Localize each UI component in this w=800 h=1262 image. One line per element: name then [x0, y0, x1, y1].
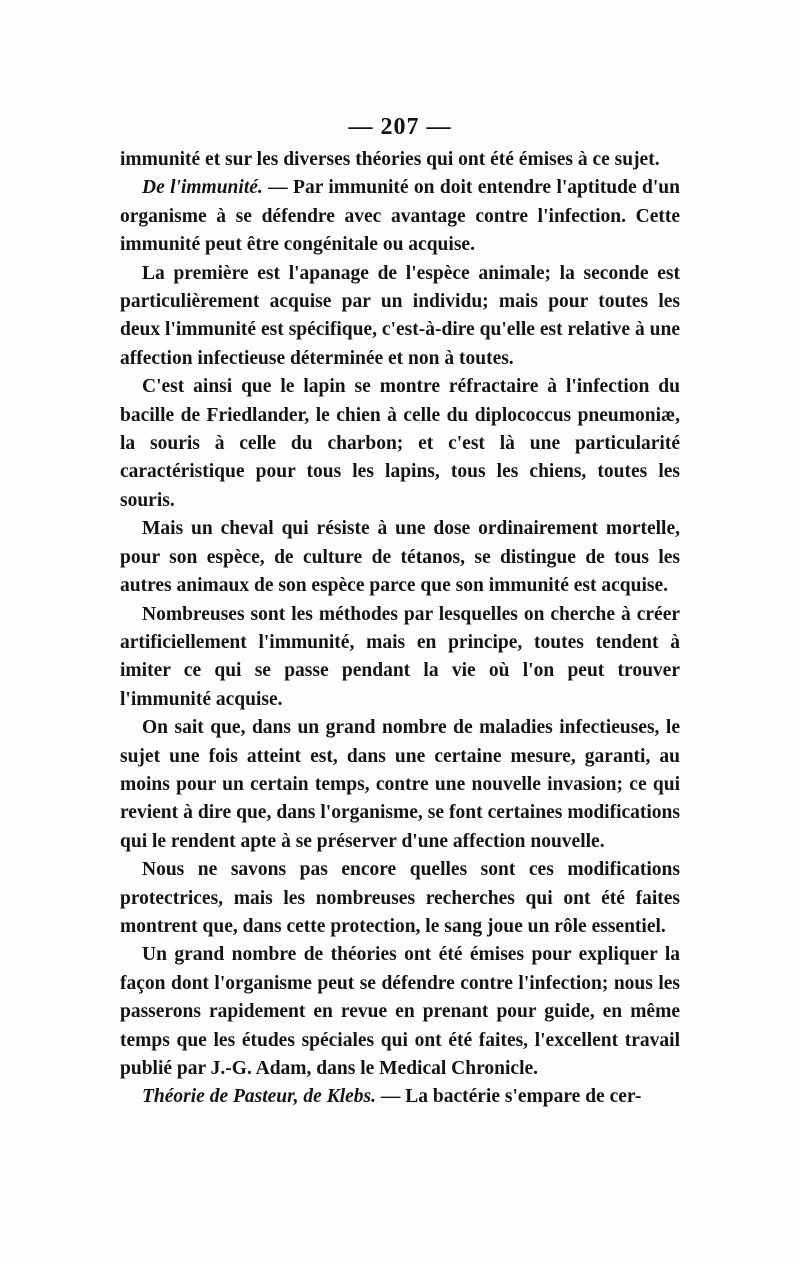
paragraph-3: [120, 260, 680, 374]
paragraph-5-text: Mais un cheval qui résiste à une dose ordinairement mortelle, pour son espèce, de culture de tétanos, se distingue de tous les autres animaux de son espèce parce que son immunité est acquise.: [120, 518, 680, 597]
text-body: [120, 146, 680, 1112]
paragraph-8: [120, 856, 680, 941]
paragraph-2: [120, 174, 680, 259]
paragraph-3-text: La première est l'apanage de l'espèce animale; la seconde est particulièrement acquise par un individu; mais pour toutes les deux l'immunité est spécifique, c'est-à-dire qu'elle est relative à une affection infectieuse déterminée et non à toutes.: [120, 262, 680, 369]
paragraph-5: [120, 515, 680, 600]
paragraph-6-text: Nombreuses sont les méthodes par lesquelles on cherche à créer artificiellement l'immunité, mais en principe, toutes tendent à imiter ce qui se passe pendant la vie où l'on peut trouver l'immunité acquise.: [120, 603, 680, 710]
paragraph-1-text: immunité et sur les diverses théories qui ont été émises à ce sujet.: [120, 149, 660, 170]
paragraph-1: [120, 146, 680, 174]
paragraph-7: [120, 714, 680, 856]
paragraph-7-text: On sait que, dans un grand nombre de maladies infectieuses, le sujet une fois atteint est, dans une certaine mesure, garanti, au moins pour un certain temps, contre une nouvelle invasion; ce qui revient à dire que, dans l'organisme, se font certaines modifications qui le rendent apte à se préserver d'une affection nouvelle.: [120, 717, 680, 852]
paragraph-2-text: — Par immunité on doit entendre l'aptitude d'un organisme à se défendre avec avantage contre l'infection. Cette immunité peut être congénitale ou acquise.: [120, 177, 680, 256]
paragraph-6: [120, 601, 680, 715]
page-number: — 207 —: [348, 114, 452, 140]
paragraph-4-text: C'est ainsi que le lapin se montre réfractaire à l'infection du bacille de Friedlander, le chien à celle du diplococcus pneumoniæ, la souris à celle du charbon; et c'est là une particularité caractéristique pour tous les lapins, tous les chiens, toutes les souris.: [120, 376, 680, 511]
paragraph-4: [120, 373, 680, 515]
paragraph-10-text: — La bactérie s'empare de cer-: [375, 1086, 642, 1108]
paragraph-8-text: Nous ne savons pas encore quelles sont ces modifications protectrices, mais les nombreuses recherches qui ont été faites montrent que, dans cette protection, le sang joue un rôle essentiel.: [120, 859, 680, 937]
section-heading-pasteur-klebs: Théorie de Pasteur, de Klebs.: [142, 1086, 376, 1108]
paragraph-9-text: Un grand nombre de théories ont été émises pour expliquer la façon dont l'organisme peut se défendre contre l'infection; nous les passerons rapidement en revue en prenant pour guide, en même temps que les études spéciales qui ont été faites, l'excellent travail publié par J.-G. Adam, dans le Medical Chronicle.: [120, 944, 680, 1079]
section-heading-immunite: De l'immunité.: [142, 177, 263, 199]
paragraph-10: [120, 1083, 680, 1111]
paragraph-9: [120, 941, 680, 1083]
